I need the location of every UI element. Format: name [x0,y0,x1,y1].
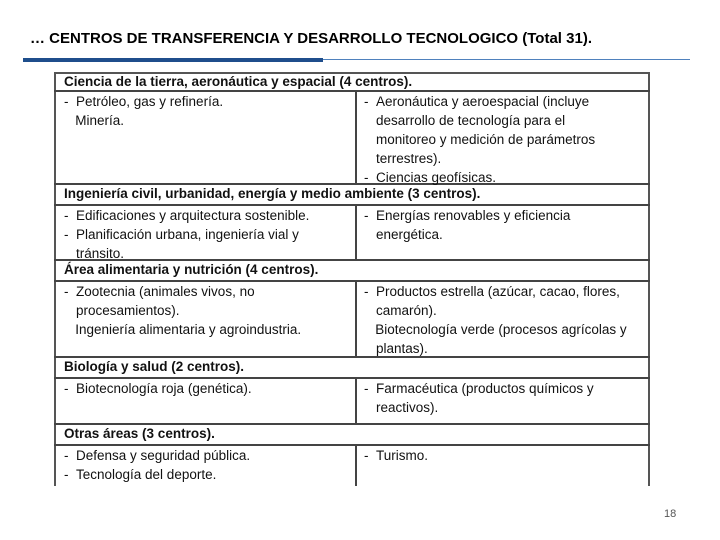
column-divider [355,90,357,183]
column-divider [355,444,357,486]
list-item-line: tránsito. [76,246,125,261]
list-item-line: terrestres). [376,151,442,166]
right-column [364,206,570,244]
list-item-line: desarrollo de tecnología para el [376,113,566,128]
list-item-line: - Edificaciones y arquitectura sostenible. [64,208,310,223]
list-item-line: - Planificación urbana, ingeniería vial y [64,227,299,242]
centers-table-image [54,72,650,486]
left-column [64,446,250,484]
section-divider [54,423,650,425]
column-divider [355,280,357,356]
section-heading: Ciencia de la tierra, aeronáutica y espacial (4 centros). [64,74,413,89]
slide-title: … CENTROS DE TRANSFERENCIA Y DESARROLLO TECNOLOGICO (Total 31). [30,30,592,47]
left-column [64,92,223,130]
list-item-line: - Farmacéutica (productos químicos y [364,381,594,396]
list-item-line: plantas). [376,341,428,356]
list-item-line: procesamientos). [76,303,180,318]
list-item-line: Biotecnología verde (procesos agrícolas y [364,322,627,337]
list-item-line: camarón). [376,303,437,318]
section-heading: Biología y salud (2 centros). [64,359,245,374]
right-column [364,379,594,417]
left-column [64,282,301,339]
title-underline [323,59,690,60]
right-column [364,92,595,187]
right-column [364,446,428,465]
list-item-line: - Aeronáutica y aeroespacial (incluye [364,94,590,109]
list-item-line: - Tecnología del deporte. [64,467,217,482]
list-item-line: Ingeniería alimentaria y agroindustria. [64,322,302,337]
column-divider [355,204,357,259]
list-item-line: - Biotecnología roja (genética). [64,381,252,396]
list-item-line: - Zootecnia (animales vivos, no [64,284,255,299]
list-item-line: - Energías renovables y eficiencia [364,208,571,223]
list-item-line: Minería. [64,113,125,128]
section-heading: Otras áreas (3 centros). [64,426,215,441]
list-item-line: monitoreo y medición de parámetros [376,132,596,147]
section-heading: Área alimentaria y nutrición (4 centros). [64,262,319,277]
list-item-line: - Turismo. [364,448,428,463]
list-item-line: - Defensa y seguridad pública. [64,448,251,463]
list-item-line: energética. [376,227,443,242]
list-item-line: - Productos estrella (azúcar, cacao, flores, [364,284,620,299]
section-heading: Ingeniería civil, urbanidad, energía y medio ambiente (3 centros). [64,186,481,201]
column-divider [355,377,357,423]
left-column [64,206,309,263]
list-item-line: - Petróleo, gas y refinería. [64,94,224,109]
list-item-line: - Ciencias geofísicas. [364,170,497,185]
page-number: 18 [664,508,677,520]
title-underline-accent [23,58,323,62]
list-item-line: reactivos). [376,400,439,415]
left-column [64,379,252,398]
right-column [364,282,627,358]
